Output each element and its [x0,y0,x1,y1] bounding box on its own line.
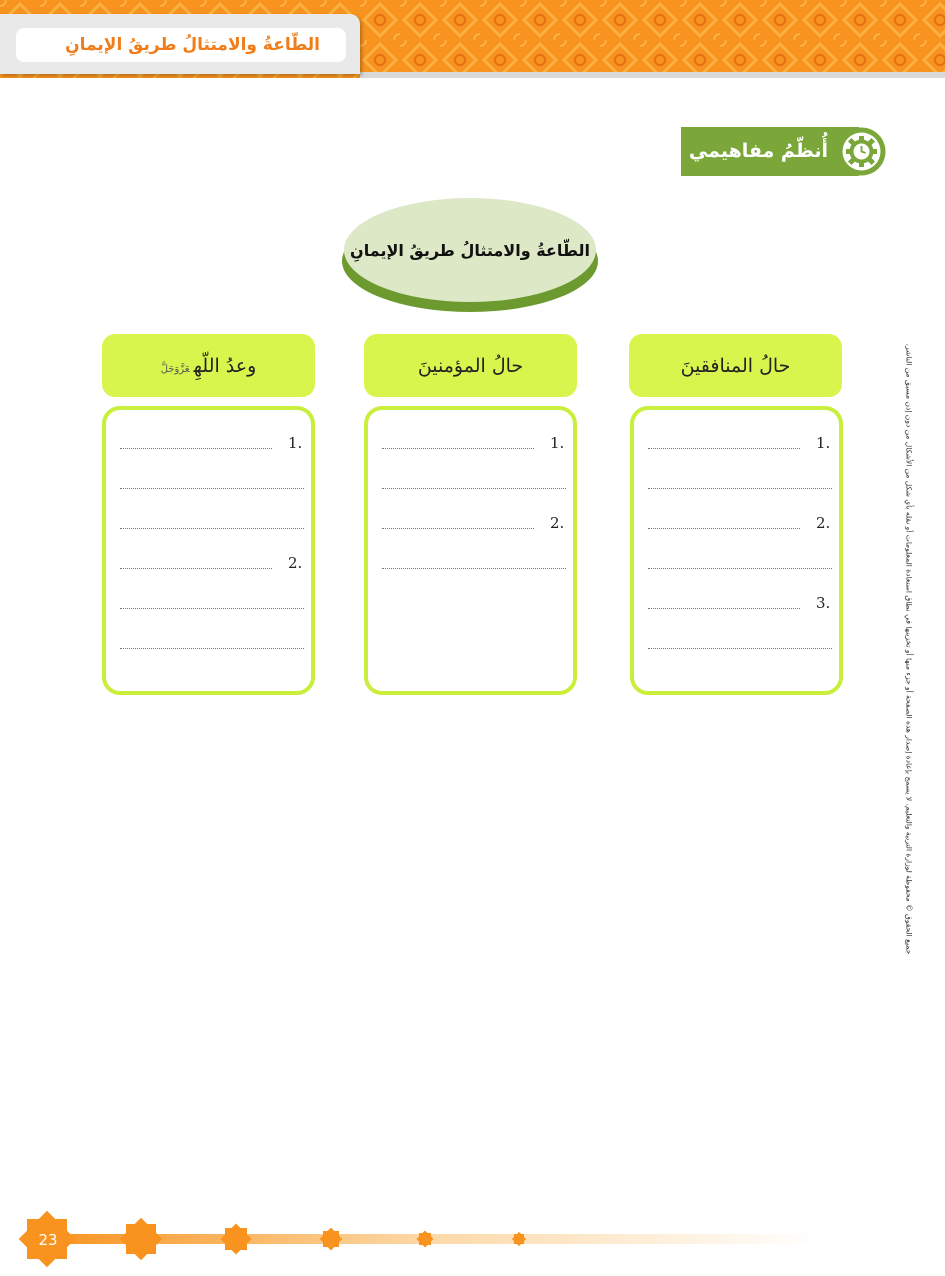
item-number: 2. [550,514,565,532]
answer-line[interactable] [120,488,304,489]
answer-line[interactable] [382,448,534,449]
section-heading-label: أُنظّمُ مفاهيمي [688,140,828,162]
column-box-believers [364,406,577,695]
page-number: 23 [38,1231,58,1249]
answer-line[interactable] [120,608,304,609]
column-box-hypocrites [630,406,843,695]
answer-line[interactable] [120,528,304,529]
honorific-text: عَزَّوَجَلَّ [160,363,190,375]
answer-line[interactable] [648,568,832,569]
answer-line[interactable] [382,528,534,529]
concept-ellipse [342,198,598,312]
column-header-believers [364,334,577,397]
title-tab [0,14,360,74]
footer-decoration [0,1205,945,1275]
column-header-hypocrites [629,334,842,397]
answer-line[interactable] [120,568,272,569]
item-number: 1. [288,434,303,452]
column-title-promise [161,355,257,377]
answer-line[interactable] [648,448,800,449]
title-pill [16,28,346,62]
section-heading [681,127,886,176]
column-box-promise [102,406,315,695]
item-number: 1. [816,434,831,452]
answer-line[interactable] [382,488,566,489]
answer-line[interactable] [120,448,272,449]
concept-title: الطّاعةُ والامتثالُ طريقُ الإيمانِ [350,240,590,260]
item-number: 1. [550,434,565,452]
answer-line[interactable] [648,648,832,649]
answer-line[interactable] [648,528,800,529]
answer-line[interactable] [382,568,566,569]
item-number: 3. [816,594,831,612]
copyright-notice [903,298,915,1000]
concept-ellipse-face [344,198,596,302]
copyright-text: جميع الحقوق © محفوظة لوزارة التربية والتعليم. لا يسمح بإعادة إصدار هذه الصفحة أو جزء منها أو تخزينها في نطاق استعادة المعلومات أو نقله بأي شكل من الأشكال من دون إذن مسبق من الناشر. [904,343,914,955]
header-banner [0,0,945,78]
column-header-promise [102,334,315,397]
promise-title-text: وعدُ اللّهِ [193,354,257,377]
item-number: 2. [816,514,831,532]
answer-line[interactable] [120,648,304,649]
answer-line[interactable] [648,608,800,609]
gear-clock-icon [837,127,886,176]
answer-line[interactable] [648,488,832,489]
page-title: الطّاعةُ والامتثالُ طريقُ الإيمانِ [65,35,320,55]
column-title-hypocrites: حالُ المنافقينَ [680,354,791,377]
item-number: 2. [288,554,303,572]
column-title-believers: حالُ المؤمنينَ [417,354,524,377]
